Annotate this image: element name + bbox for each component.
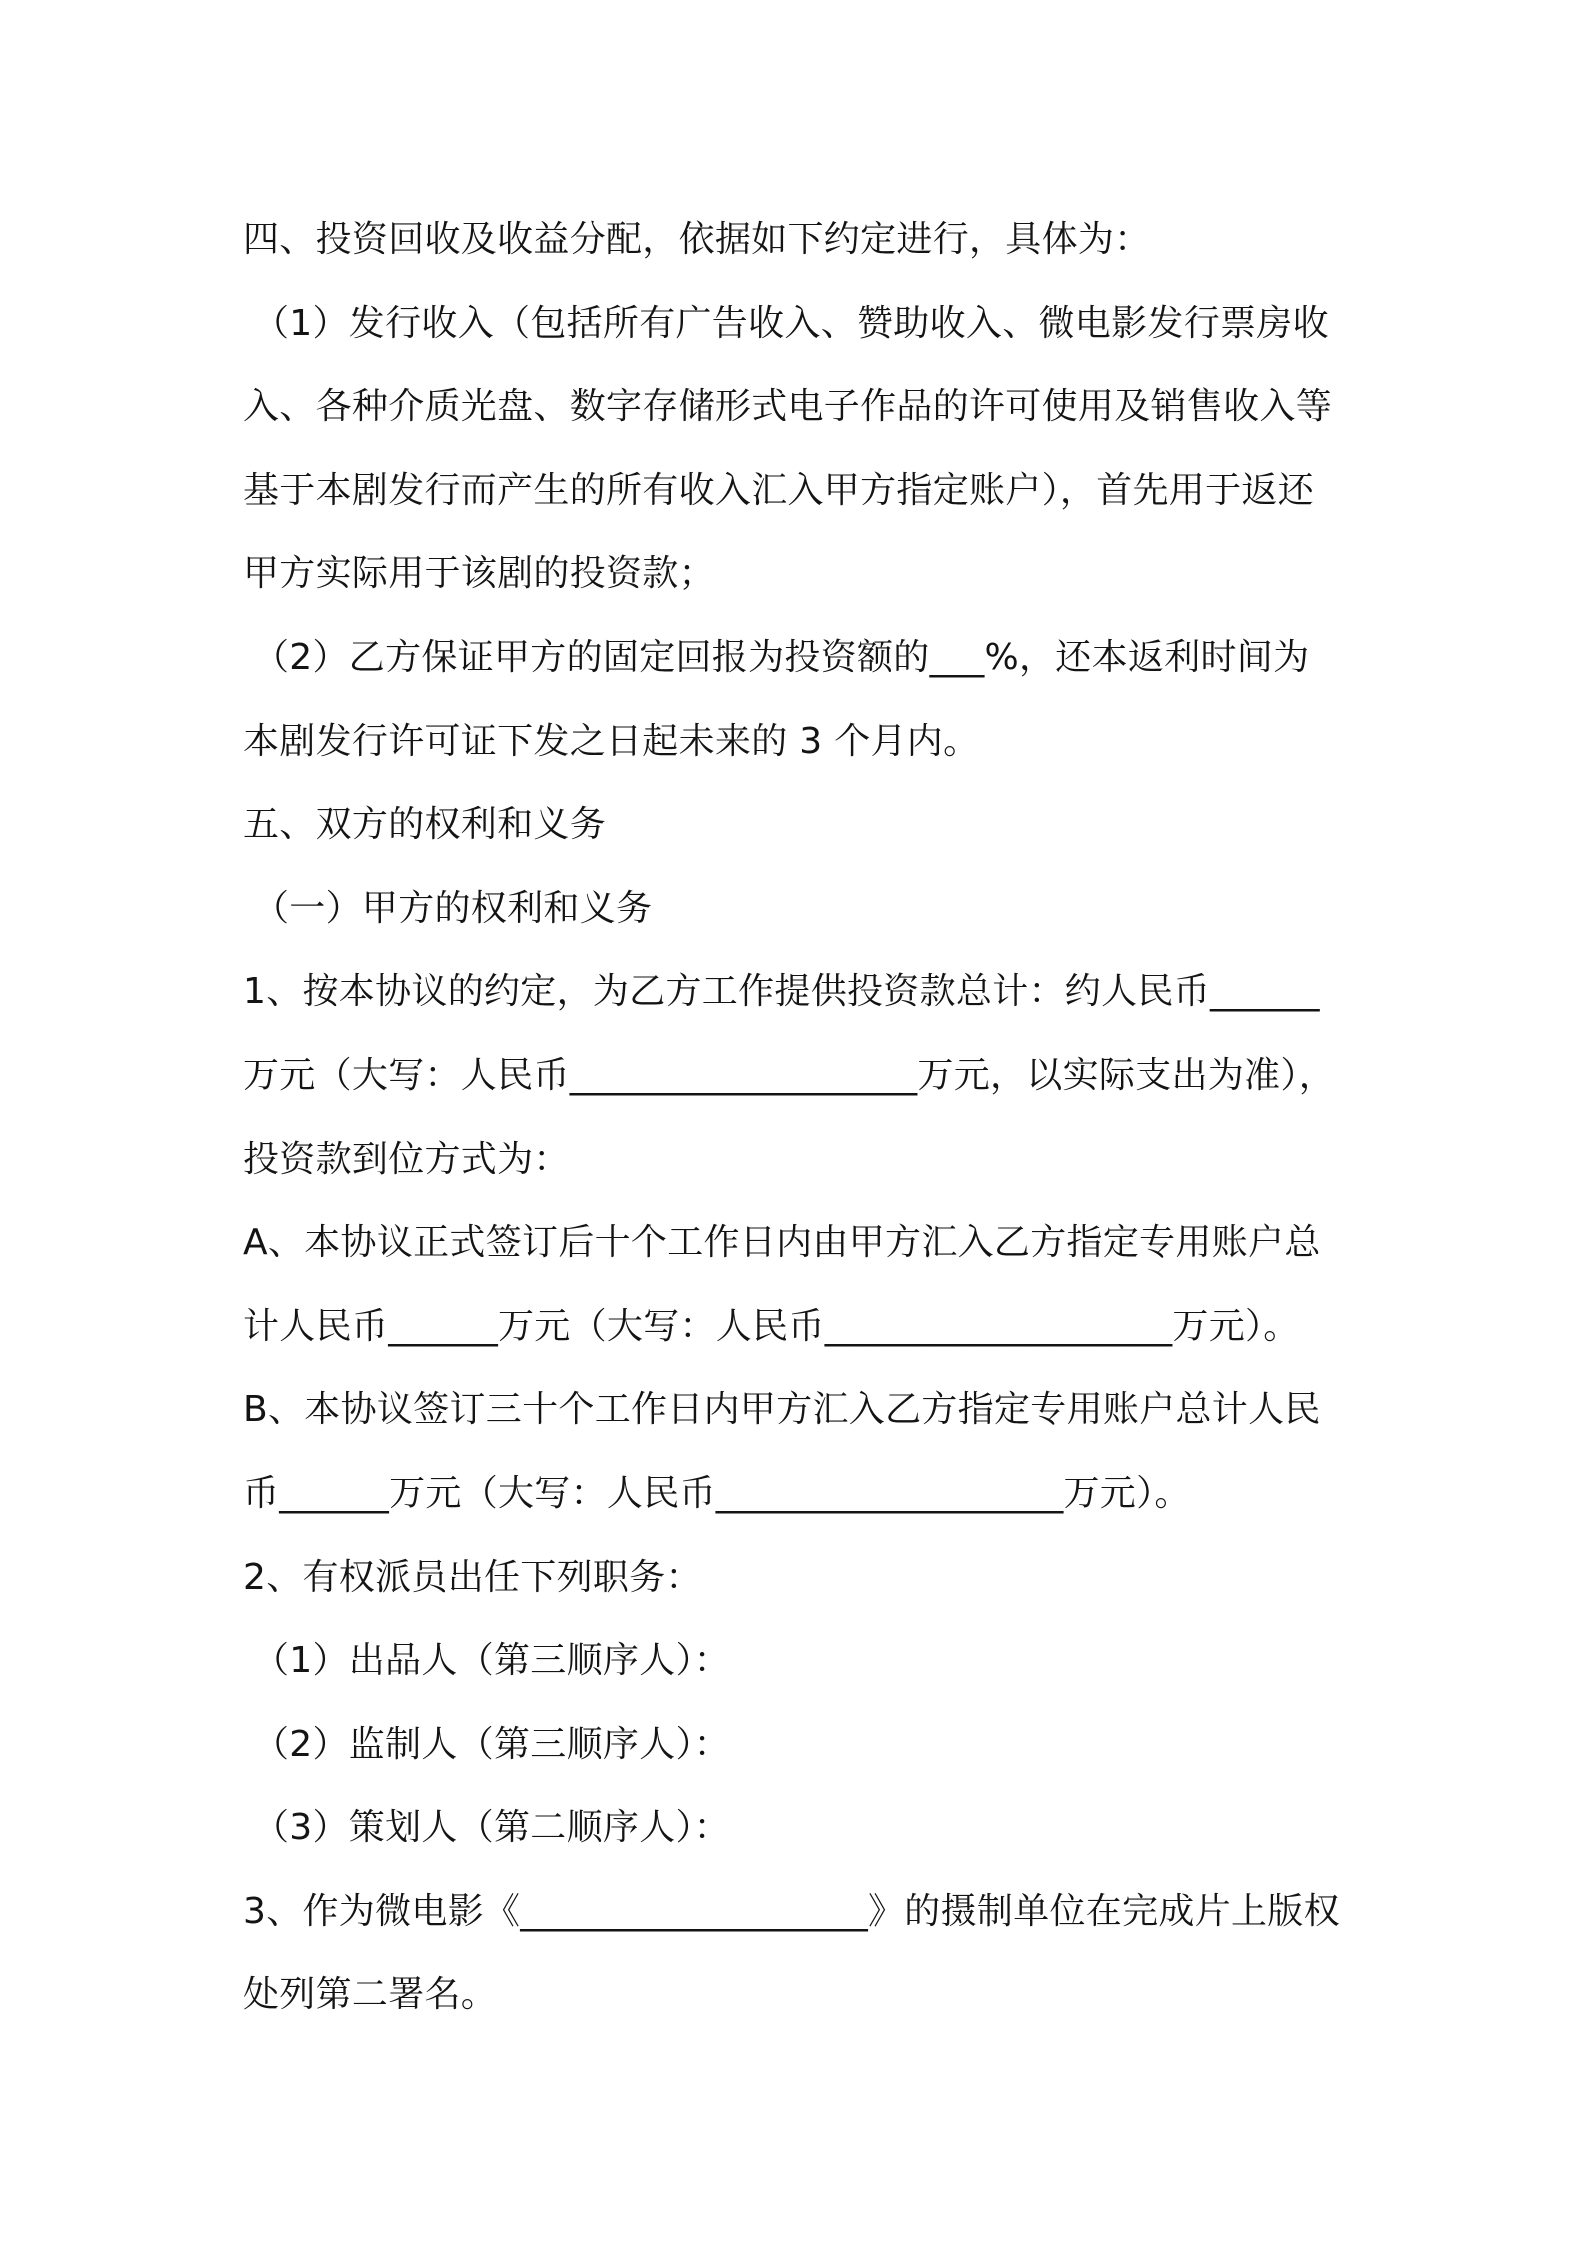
clause-line: 万元（大写：人民币___________________万元，以实际支出为准）， (243, 1054, 1335, 1096)
clause-line: A、本协议正式签订后十个工作日内由甲方汇入乙方指定专用账户总 (243, 1222, 1321, 1264)
clause-line: （1）发行收入（包括所有广告收入、赞助收入、微电影发行票房收 (253, 302, 1329, 344)
clause-line: 处列第二署名。 (243, 1974, 498, 2016)
clause-line: 本剧发行许可证下发之日起未来的 3 个月内。 (243, 720, 980, 762)
clause-line: 币______万元（大写：人民币___________________万元）。 (243, 1472, 1191, 1514)
contract-body (243, 198, 1373, 2037)
clause-line: 3、作为微电影《___________________》的摄制单位在完成片上版权 (243, 1890, 1340, 1932)
clause-line: 投资款到位方式为： (243, 1138, 570, 1180)
clause-line: 2、有权派员出任下列职务： (243, 1556, 702, 1598)
clause-line: （2）乙方保证甲方的固定回报为投资额的___%，还本返利时间为 (253, 636, 1310, 678)
subsection-heading-party-a: （一）甲方的权利和义务 (253, 887, 653, 929)
clause-line: 甲方实际用于该剧的投资款； (243, 553, 715, 595)
clause-line: 入、各种介质光盘、数字存储形式电子作品的许可使用及销售收入等 (243, 386, 1333, 428)
clause-line: B、本协议签订三十个工作日内甲方汇入乙方指定专用账户总计人民 (243, 1389, 1321, 1431)
list-item: （2）监制人（第三顺序人）： (253, 1723, 731, 1765)
clause-line: 计人民币______万元（大写：人民币___________________万元）。 (243, 1305, 1300, 1347)
clause-line: 1、按本协议的约定，为乙方工作提供投资款总计：约人民币______ (243, 971, 1320, 1013)
section-heading-rights-obligations: 五、双方的权利和义务 (243, 804, 607, 846)
clause-line: 基于本剧发行而产生的所有收入汇入甲方指定账户），首先用于返还 (243, 469, 1315, 511)
section-heading-investment-return: 四、投资回收及收益分配，依据如下约定进行，具体为： (243, 219, 1151, 260)
list-item: （3）策划人（第二顺序人）： (253, 1807, 731, 1849)
list-item: （1）出品人（第三顺序人）： (253, 1640, 731, 1682)
